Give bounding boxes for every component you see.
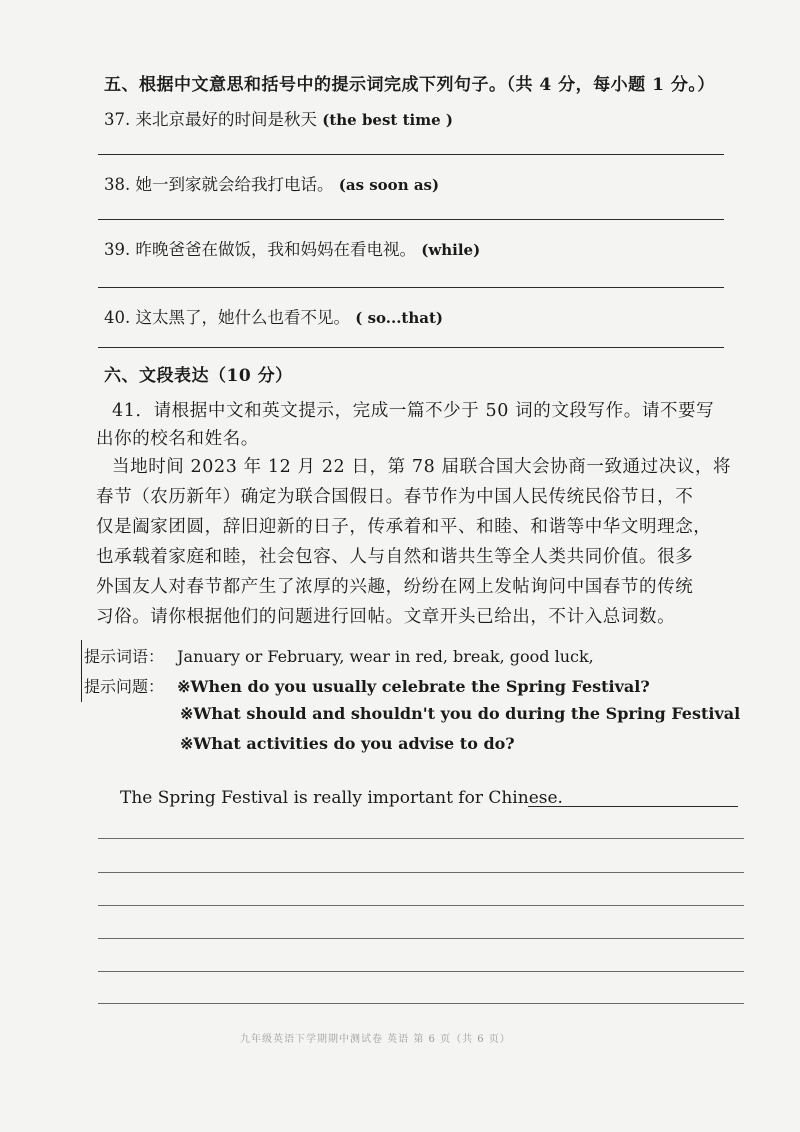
question-text: 这太黑了，她什么也看不见。 xyxy=(135,308,350,327)
question-hint: (the best time ) xyxy=(322,111,453,129)
hint-words: January or February, wear in red, break, good luck, xyxy=(177,647,594,666)
paragraph-line: 春节（农历新年）确定为联合国假日。春节作为中国人民传统民俗节日，不 xyxy=(96,487,694,507)
question-number: 37. xyxy=(104,110,131,129)
hint-question: ※When do you usually celebrate the Spring Festival? xyxy=(177,677,650,696)
question-hint: (while) xyxy=(421,241,481,259)
section5-title: 五、根据中文意思和括号中的提示词完成下列句子。（共 4 分，每小题 1 分。） xyxy=(104,75,715,95)
question-text: 昨晚爸爸在做饭，我和妈妈在看电视。 xyxy=(135,240,416,259)
hint-question: ※What should and shouldn't you do during the Spring Festival xyxy=(180,704,741,723)
essay-opening: The Spring Festival is really important for Chinese. xyxy=(120,788,563,808)
question-37 xyxy=(104,106,453,130)
question-number: 40. xyxy=(104,308,131,327)
answer-line-39[interactable] xyxy=(98,287,724,288)
writing-line[interactable] xyxy=(98,938,744,939)
question-hint: ( so...that) xyxy=(355,309,444,327)
page-footer: 九年级英语下学期期中测试卷 英语 第 6 页（共 6 页） xyxy=(240,1034,511,1045)
question-text: 来北京最好的时间是秋天 xyxy=(135,110,317,129)
margin-mark xyxy=(81,640,82,702)
hint-question: ※What activities do you advise to do? xyxy=(180,734,515,753)
paragraph-line: 当地时间 2023 年 12 月 22 日，第 78 届联合国大会协商一致通过决议，将 xyxy=(112,457,732,477)
writing-line[interactable] xyxy=(98,971,744,972)
writing-line[interactable] xyxy=(98,1003,744,1004)
question-text: 她一到家就会给我打电话。 xyxy=(135,175,334,194)
question-number: 39. xyxy=(104,240,131,259)
section6-title: 六、文段表达（10 分） xyxy=(104,366,293,386)
question-39 xyxy=(104,236,480,260)
hint-words-row xyxy=(84,644,594,667)
question-hint: (as soon as) xyxy=(338,176,440,194)
writing-line[interactable] xyxy=(528,806,738,807)
paragraph-line: 仅是阖家团圆，辞旧迎新的日子，传承着和平、和睦、和谐等中华文明理念， xyxy=(96,517,712,537)
hint-words-label: 提示词语： xyxy=(84,647,165,666)
paragraph-line: 习俗。请你根据他们的问题进行回帖。文章开头已给出，不计入总词数。 xyxy=(96,607,676,627)
answer-line-38[interactable] xyxy=(98,219,724,220)
paragraph-line: 也承载着家庭和睦，社会包容、人与自然和谐共生等全人类共同价值。很多 xyxy=(96,547,694,567)
hint-questions-row xyxy=(84,674,650,697)
paragraph-line: 外国友人对春节都产生了浓厚的兴趣，纷纷在网上发帖询问中国春节的传统 xyxy=(96,577,694,597)
question-number: 38. xyxy=(104,175,131,194)
writing-line[interactable] xyxy=(98,905,744,906)
hint-questions-label: 提示问题： xyxy=(84,677,165,696)
answer-line-37[interactable] xyxy=(98,154,724,155)
question-38 xyxy=(104,171,439,195)
question-40 xyxy=(104,304,443,328)
prompt-line-2: 出你的校名和姓名。 xyxy=(96,429,259,449)
prompt-line-1: 41．请根据中文和英文提示，完成一篇不少于 50 词的文段写作。请不要写 xyxy=(112,401,715,421)
writing-line[interactable] xyxy=(98,872,744,873)
answer-line-40[interactable] xyxy=(98,347,724,348)
writing-line[interactable] xyxy=(98,838,744,839)
